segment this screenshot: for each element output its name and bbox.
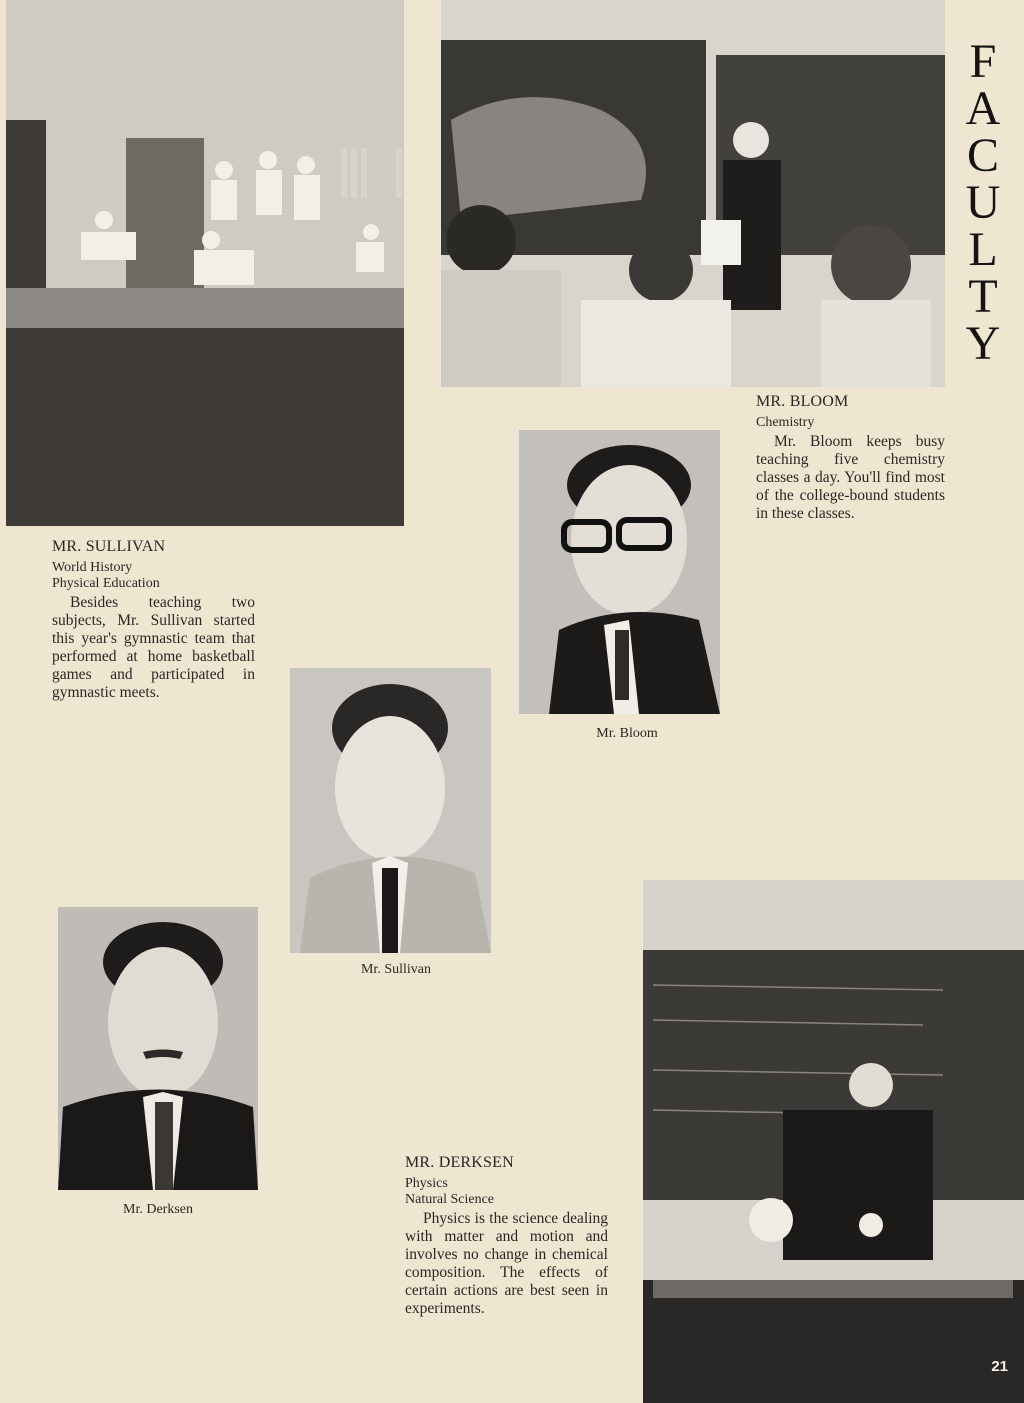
sullivan-description: Besides teaching two subjects, Mr. Sullivan started this year's gymnastic team that performed at home basketball games and participated in gymnastic meets. [52,594,255,701]
title-letter: T [968,270,998,323]
sullivan-subject-2: Physical Education [52,576,160,591]
title-letter: L [968,223,998,276]
sullivan-subject-1: World History [52,560,133,575]
title-letter: C [966,129,999,182]
gymnastics-photo [6,0,404,526]
bloom-portrait [519,430,720,714]
derksen-description: Physics is the science dealing with matter and motion and involves no change in chemical composition. The effects of certain actions are best seen in experiments. [405,1210,608,1317]
sullivan-name: MR. SULLIVAN [52,538,166,555]
derksen-portrait [58,907,258,1190]
sullivan-caption: Mr. Sullivan [360,962,431,977]
page-number: 21 [991,1358,1008,1375]
bloom-caption: Mr. Bloom [596,726,658,741]
sullivan-portrait [290,668,491,953]
bloom-name: MR. BLOOM [756,393,849,410]
sullivan-bio [52,538,255,702]
bloom-subject: Chemistry [756,415,815,430]
derksen-subject-1: Physics [405,1176,448,1191]
faculty-vertical-title [958,35,1008,370]
derksen-subject-2: Natural Science [405,1192,495,1207]
bloom-description: Mr. Bloom keeps busy teaching five chemistry classes a day. You'll find most of the college-bound students in these classes. [756,433,945,522]
bloom-bio [756,393,945,523]
derksen-bio [405,1154,608,1318]
title-letter: A [965,82,1001,135]
derksen-name: MR. DERKSEN [405,1154,514,1171]
title-letter: F [969,35,997,88]
physics-classroom-photo [643,880,1024,1403]
chemistry-classroom-photo [441,0,945,387]
title-letter: U [965,176,1001,229]
derksen-caption: Mr. Derksen [123,1202,193,1217]
title-letter: Y [965,317,1001,370]
